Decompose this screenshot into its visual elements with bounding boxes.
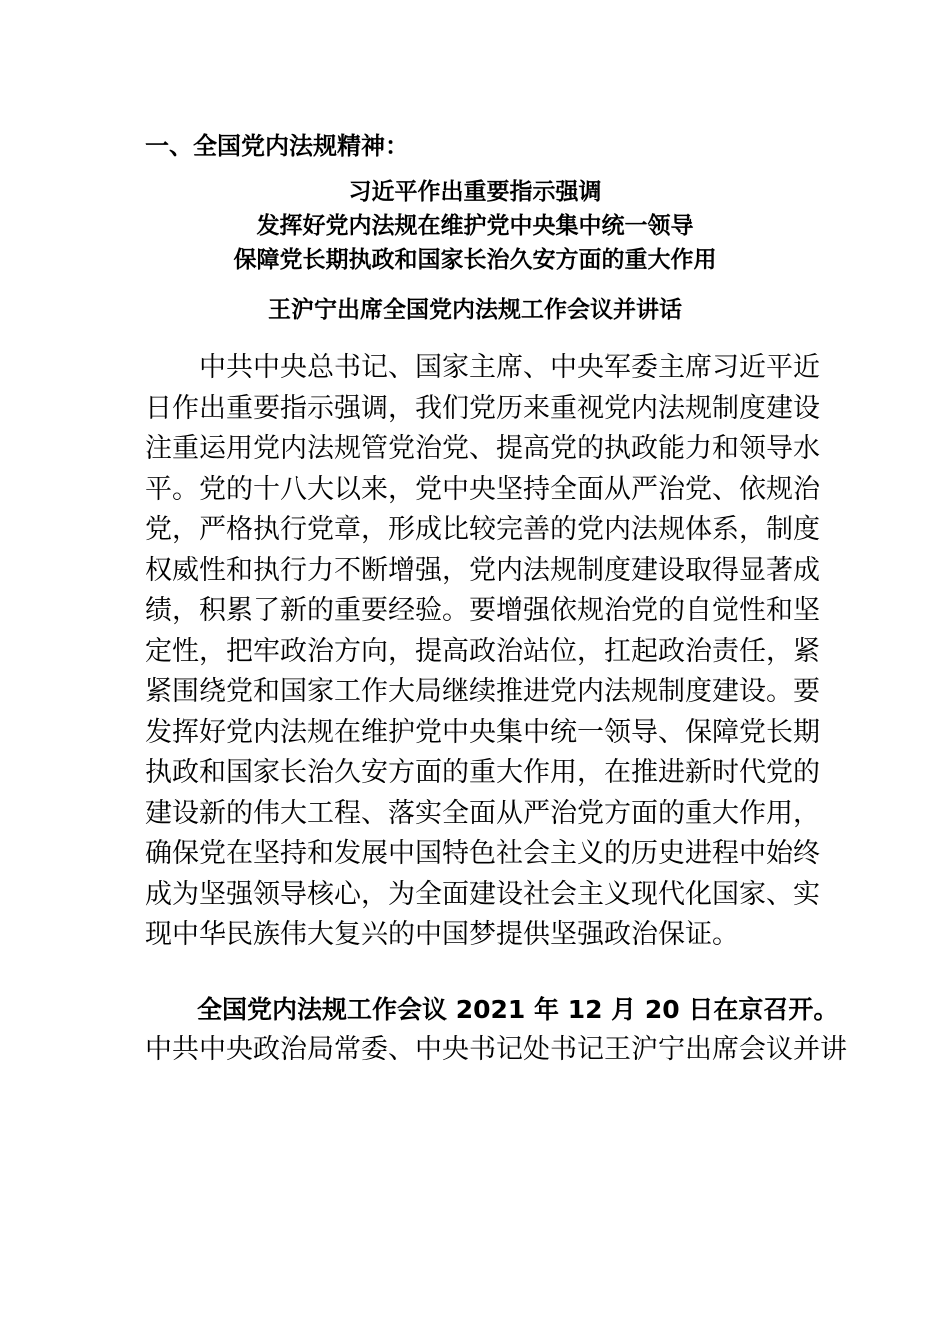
paragraph-line: 执政和国家长治久安方面的重大作用，在推进新时代党的 — [145, 757, 820, 788]
paragraph-line: 中共中央政治局常委、中央书记处书记王沪宁出席会议并讲 — [145, 1034, 847, 1065]
paragraph-1 — [145, 348, 820, 956]
paragraph-line: 权威性和执行力不断增强，党内法规制度建设取得显著成 — [145, 554, 820, 586]
paragraph-line: 注重运用党内法规管党治党、提高党的执政能力和领导水 — [145, 433, 820, 464]
article-title-block — [145, 175, 805, 327]
paragraph-line: 日作出重要指示强调，我们党历来重视党内法规制度建设 — [145, 392, 820, 424]
paragraph-line: 现中华民族伟大复兴的中国梦提供坚强政治保证。 — [145, 919, 739, 950]
paragraph-2 — [145, 990, 847, 1070]
paragraph-line: 确保党在坚持和发展中国特色社会主义的历史进程中始终 — [145, 838, 820, 869]
paragraph-line: 党，严格执行党章，形成比较完善的党内法规体系，制度 — [145, 514, 820, 545]
paragraph-line: 紧围绕党和国家工作大局继续推进党内法规制度建设。要 — [145, 676, 820, 707]
paragraph-line: 平。党的十八大以来，党中央坚持全面从严治党、依规治 — [145, 473, 820, 505]
paragraph-line: 成为坚强领导核心，为全面建设社会主义现代化国家、实 — [145, 878, 820, 910]
title-line-3: 保障党长期执政和国家长治久安方面的重大作用 — [233, 247, 717, 273]
title-line-2: 发挥好党内法规在维护党中央集中统一领导 — [256, 213, 694, 239]
paragraph-line: 建设新的伟大工程、落实全面从严治党方面的重大作用， — [145, 797, 820, 829]
section-heading: 一、全国党内法规精神： — [145, 132, 409, 160]
paragraph-line: 绩，积累了新的重要经验。要增强依规治党的自觉性和坚 — [145, 595, 820, 626]
title-line-1: 习近平作出重要指示强调 — [348, 179, 602, 205]
article-subtitle: 王沪宁出席全国党内法规工作会议并讲话 — [268, 297, 682, 323]
paragraph-line: 定性，把牢政治方向，提高政治站位，扛起政治责任，紧 — [145, 635, 820, 667]
paragraph-line: 发挥好党内法规在维护党中央集中统一领导、保障党长期 — [145, 716, 820, 748]
paragraph-2-lead: 全国党内法规工作会议 2021 年 12 月 20 日在京召开。 — [197, 995, 839, 1024]
paragraph-line: 中共中央总书记、国家主席、中央军委主席习近平近 — [199, 352, 820, 383]
